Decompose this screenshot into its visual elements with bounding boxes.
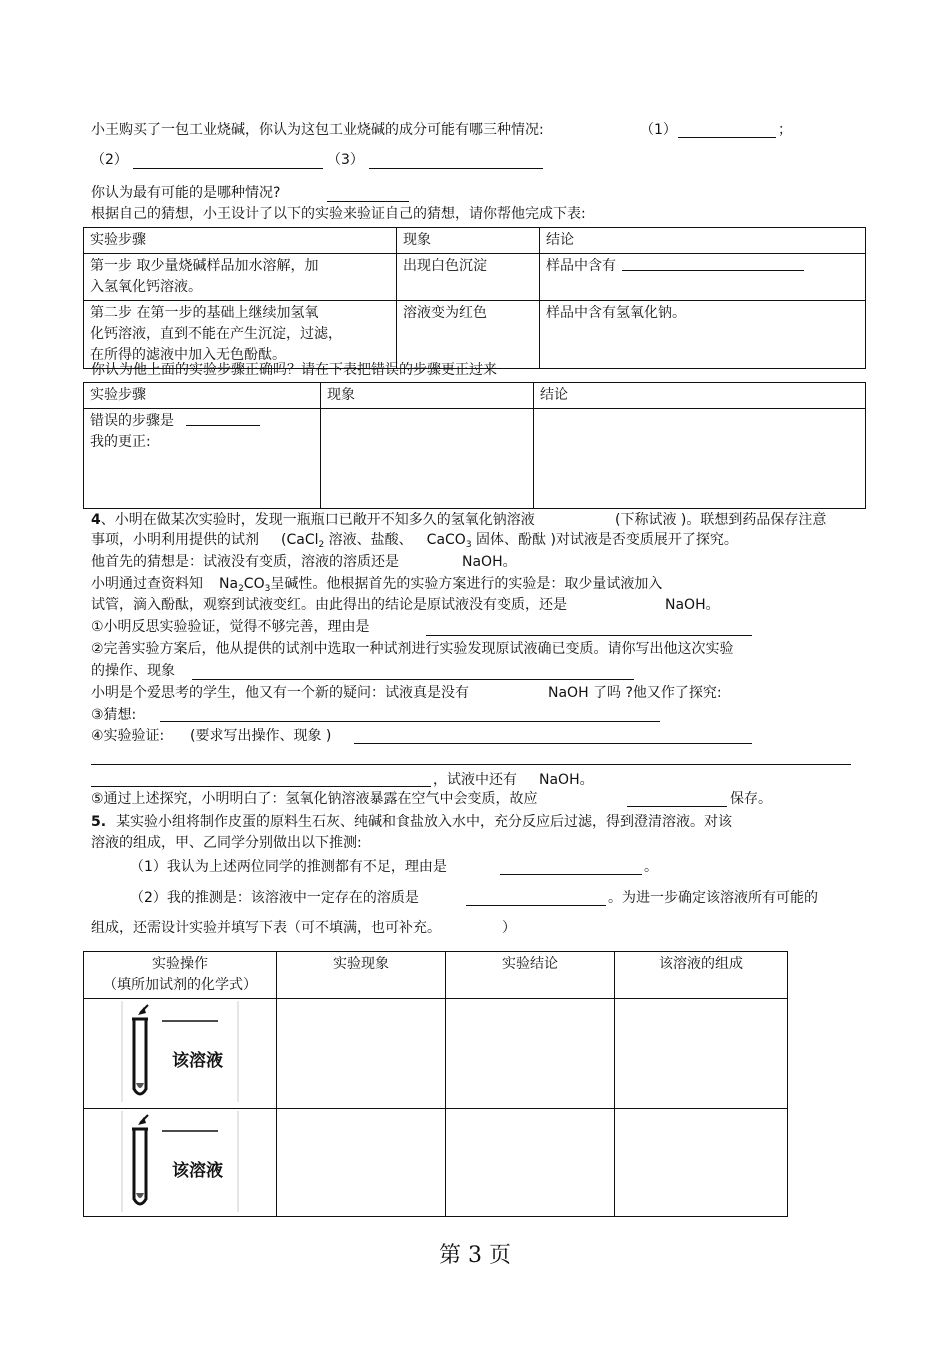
q5-line-2: 溶液的组成，甲、乙同学分别做出以下推测:	[91, 835, 362, 851]
t2-phenomenon-cell[interactable]	[321, 409, 534, 509]
t3-row1-phenomenon[interactable]	[277, 999, 446, 1109]
t3-header-phenomenon: 实验现象	[277, 952, 446, 999]
q5-sub-1: （1）我认为上述两位同学的推测都有不足，理由是	[130, 859, 447, 875]
blank-improve-operation[interactable]	[192, 679, 634, 680]
q5-sub-3: 组成，还需设计实验并填写下表（可不填满，也可补充。	[91, 920, 441, 936]
t1-row2-step: 第二步 在第一步的基础上继续加氢氧 化钙溶液，直到不能在产生沉淀，过滤， 在所得的滤液中加入无色酚酞。	[84, 301, 397, 369]
q4-line-1b: (下称试液 )。联想到药品保存注意	[615, 512, 827, 528]
q4-line-3b: NaOH。	[462, 554, 517, 570]
option-1-label: （1）	[640, 122, 677, 138]
blank-verify-2[interactable]	[91, 764, 851, 765]
test-tube-illustration	[120, 999, 240, 1099]
t1-row2-phenomenon: 溶液变为红色	[397, 301, 540, 369]
t2-header-step: 实验步骤	[84, 383, 321, 409]
q4-reflect: ①小明反思实验验证，觉得不够完善，理由是	[91, 619, 370, 635]
t3-row1-conclusion[interactable]	[446, 999, 615, 1109]
t3-header-composition: 该溶液的组成	[615, 952, 788, 999]
test-tube-illustration	[120, 1109, 240, 1209]
correct-question: 你认为他上面的实验步骤正确吗？请在下表把错误的步骤更正过来	[91, 362, 497, 378]
blank-reflect-reason[interactable]	[426, 635, 752, 636]
t3-header-conclusion: 实验结论	[446, 952, 615, 999]
q4-still-has-b: NaOH。	[539, 772, 594, 788]
q4-conclusion: ⑤通过上述探究，小明明白了：氢氧化钠溶液暴露在空气中会变质，故应	[91, 791, 538, 807]
p1-intro: 小王购买了一包工业烧碱，你认为这包工业烧碱的成分可能有哪三种情况:	[91, 122, 544, 138]
q4-verify-b: (要求写出操作、现象 )	[190, 728, 332, 744]
blank-verify-1[interactable]	[354, 743, 752, 744]
q5-sub-1-end: 。	[644, 859, 658, 875]
t1-row2-conclusion: 样品中含有氢氧化钠。	[540, 301, 866, 369]
t1-header-conclusion: 结论	[540, 228, 866, 254]
q4-line-5: 试管，滴入酚酞，观察到试液变红。由此得出的结论是原试液没有变质，还是	[91, 597, 567, 613]
t2-step-cell[interactable]: 错误的步骤是 我的更正:	[84, 409, 321, 509]
q5-sub-3b: ）	[502, 920, 516, 936]
q4-improve-b: 的操作、现象	[91, 663, 175, 679]
q4-new-question: 小明是个爱思考的学生，他又有一个新的疑问：试液真是没有	[91, 685, 469, 701]
experiment-table-2	[83, 951, 788, 1217]
semicolon: ；	[778, 122, 792, 138]
t3-row2-composition[interactable]	[615, 1109, 788, 1217]
blank-guess[interactable]	[160, 721, 660, 722]
most-likely-question: 你认为最有可能的是哪种情况?	[91, 185, 281, 201]
t3-row2-operation[interactable]	[84, 1109, 277, 1217]
q5-line-1: 5. 某实验小组将制作皮蛋的原料生石灰、纯碱和食盐放入水中，充分反应后过滤，得到澄清溶液。对该	[91, 814, 733, 830]
tube-label: 该溶液	[172, 1051, 223, 1071]
q4-line-5b: NaOH。	[665, 597, 720, 613]
blank-option-1[interactable]	[678, 137, 776, 138]
q4-new-question-b: NaOH 了吗 ?他又作了探究:	[548, 685, 722, 701]
q4-line-3: 他首先的猜想是：试液没有变质，溶液的溶质还是	[91, 554, 399, 570]
t1-row1-phenomenon: 出现白色沉淀	[397, 254, 540, 301]
t2-conclusion-cell[interactable]	[534, 409, 866, 509]
t3-row1-operation[interactable]	[84, 999, 277, 1109]
q5-sub-2: （2）我的推测是：该溶液中一定存在的溶质是	[130, 890, 419, 906]
page-footer: 第 3 页	[439, 1243, 511, 1268]
blank-verify-3[interactable]	[91, 786, 431, 787]
blank-q5-reason[interactable]	[500, 874, 642, 875]
q4-guess: ③猜想:	[91, 707, 137, 723]
t3-header-operation: 实验操作 （填所加试剂的化学式）	[84, 952, 277, 999]
blank-option-2[interactable]	[133, 168, 323, 169]
q4-conclusion-b: 保存。	[730, 791, 772, 807]
tube-label: 该溶液	[172, 1161, 223, 1181]
blank-most-likely[interactable]	[327, 201, 409, 202]
t1-row1-step: 第一步 取少量烧碱样品加水溶解，加 入氢氧化钙溶液。	[84, 254, 397, 301]
blank-wrong-step[interactable]	[186, 411, 260, 426]
option-2-label: （2）	[91, 152, 128, 168]
blank-row1-conclusion[interactable]	[622, 256, 804, 271]
blank-option-3[interactable]	[369, 168, 543, 169]
t2-header-conclusion: 结论	[534, 383, 866, 409]
t1-row1-conclusion: 样品中含有	[540, 254, 866, 301]
t1-header-step: 实验步骤	[84, 228, 397, 254]
t2-header-phenomenon: 现象	[321, 383, 534, 409]
q4-line-4: 小明通过查资料知 $Na_2CO_3$呈碱性。他根据首先的实验方案进行的实验是：取少量试液加入	[91, 576, 663, 594]
q4-line-1: 4、小明在做某次实验时，发现一瓶瓶口已敞开不知多久的氢氧化钠溶液	[91, 512, 535, 528]
blank-q5-solute[interactable]	[466, 905, 606, 906]
q4-still-has: ，试液中还有	[433, 772, 517, 788]
blank-storage[interactable]	[627, 806, 727, 807]
q5-sub-2b: 。为进一步确定该溶液所有可能的	[608, 890, 818, 906]
t3-row2-phenomenon[interactable]	[277, 1109, 446, 1217]
q4-line-2: 事项，小明利用提供的试剂 (CaCl$_2$ 溶液、盐酸、 CaCO$_3$ 固体、酚酞 )对试液是否变质展开了探究。	[91, 532, 738, 550]
q4-verify: ④实验验证:	[91, 728, 165, 744]
q4-improve: ②完善实验方案后，他从提供的试剂中选取一种试剂进行实验发现原试液确已变质。请你写出他这次实验	[91, 641, 734, 657]
t1-header-phenomenon: 现象	[397, 228, 540, 254]
correction-table	[83, 382, 866, 509]
design-intro: 根据自己的猜想，小王设计了以下的实验来验证自己的猜想，请你帮他完成下表:	[91, 206, 586, 222]
t3-row1-composition[interactable]	[615, 999, 788, 1109]
t3-row2-conclusion[interactable]	[446, 1109, 615, 1217]
experiment-table-1	[83, 227, 866, 369]
option-3-label: （3）	[327, 152, 364, 168]
